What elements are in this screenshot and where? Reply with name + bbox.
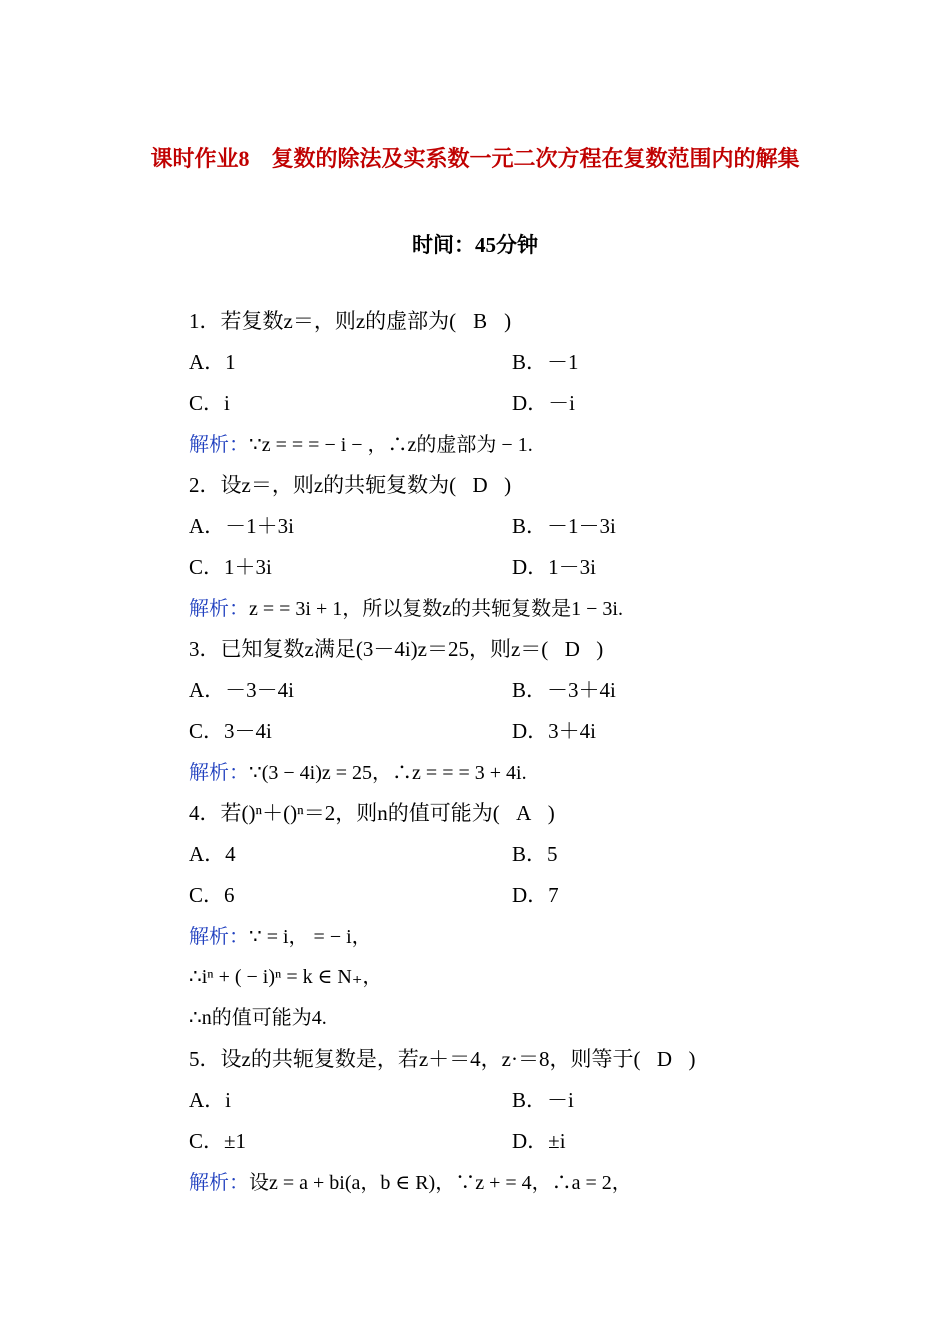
option-row [189,547,889,588]
question-stem [189,793,889,834]
option: B．5 [512,842,558,866]
time-limit: 时间：45分钟 [412,233,538,257]
page-title: 课时作业8 复数的除法及实系数一元二次方程在复数范围内的解集 [150,146,800,171]
analysis-label: 解析： [189,1170,249,1194]
analysis-line [189,998,889,1039]
question-text: 3．已知复数z满足(3－4i)z＝25，则z＝( [189,637,549,661]
option: A．－3－4i [189,678,294,702]
analysis-text: z = = 3i + 1，所以复数z的共轭复数是1 − 3i. [249,598,623,620]
question-close-paren: ) [504,473,512,497]
analysis-label: 解析： [189,596,249,620]
analysis-text: ∴iⁿ + ( − i)ⁿ = k ∈ N₊， [189,966,383,988]
analysis-text: 设z = a + bi(a，b ∈ R)，∵z + = 4，∴a = 2， [249,1172,632,1194]
question-close-paren: ) [547,801,555,825]
option: A．－1＋3i [189,514,294,538]
question-stem [189,629,889,670]
option-row [189,711,889,752]
option-row [189,834,889,875]
option-row [189,506,889,547]
analysis-label: 解析： [189,432,249,456]
question-stem [189,1039,889,1080]
question-stem [189,301,889,342]
analysis-label: 解析： [189,760,249,784]
option: D．7 [512,883,559,907]
answer-letter: D [656,1047,673,1071]
option: B．－1－3i [512,514,616,538]
option: C．1＋3i [189,555,272,579]
option: D．3＋4i [512,719,596,743]
question-close-paren: ) [504,309,512,333]
option: B．－3＋4i [512,678,616,702]
question-text: 5．设z的共轭复数是，若z＋＝4，z·＝8，则等于( [189,1047,641,1071]
option-row [189,1121,889,1162]
option: C．6 [189,883,235,907]
answer-letter: B [473,309,488,333]
option: A．i [189,1088,231,1112]
option-row [189,670,889,711]
analysis-text: ∵(3 − 4i)z = 25，∴z = = = 3 + 4i. [249,762,527,784]
option: C．±1 [189,1129,247,1153]
question-close-paren: ) [688,1047,696,1071]
question-stem [189,465,889,506]
analysis-line [189,1162,889,1203]
question-text: 2．设z＝，则z的共轭复数为( [189,473,457,497]
option: D．－i [512,391,575,415]
option: C．i [189,391,230,415]
analysis-text: ∵ = i， = − i， [249,926,372,948]
option-row [189,1080,889,1121]
question-text: 4．若()ⁿ＋()ⁿ＝2，则n的值可能为( [189,801,500,825]
answer-letter: D [472,473,488,497]
question-text: 1．若复数z＝，则z的虚部为( [189,309,457,333]
option: A．1 [189,350,236,374]
option: D．±i [512,1129,566,1153]
analysis-text: ∵z = = = − i − ，∴z的虚部为 − 1. [249,434,533,456]
analysis-line [189,957,889,998]
answer-letter: A [516,801,532,825]
analysis-line [189,916,889,957]
answer-letter: D [564,637,580,661]
option: B．－i [512,1088,574,1112]
question-close-paren: ) [596,637,604,661]
option-row [189,875,889,916]
analysis-text: ∴n的值可能为4. [189,1007,327,1029]
option: B．－1 [512,350,579,374]
analysis-line [189,752,889,793]
option: C．3－4i [189,719,272,743]
analysis-line [189,588,889,629]
analysis-label: 解析： [189,924,249,948]
option-row [189,342,889,383]
analysis-line [189,424,889,465]
option: A．4 [189,842,236,866]
question-list [189,301,889,1203]
option: D．1－3i [512,555,596,579]
option-row [189,383,889,424]
